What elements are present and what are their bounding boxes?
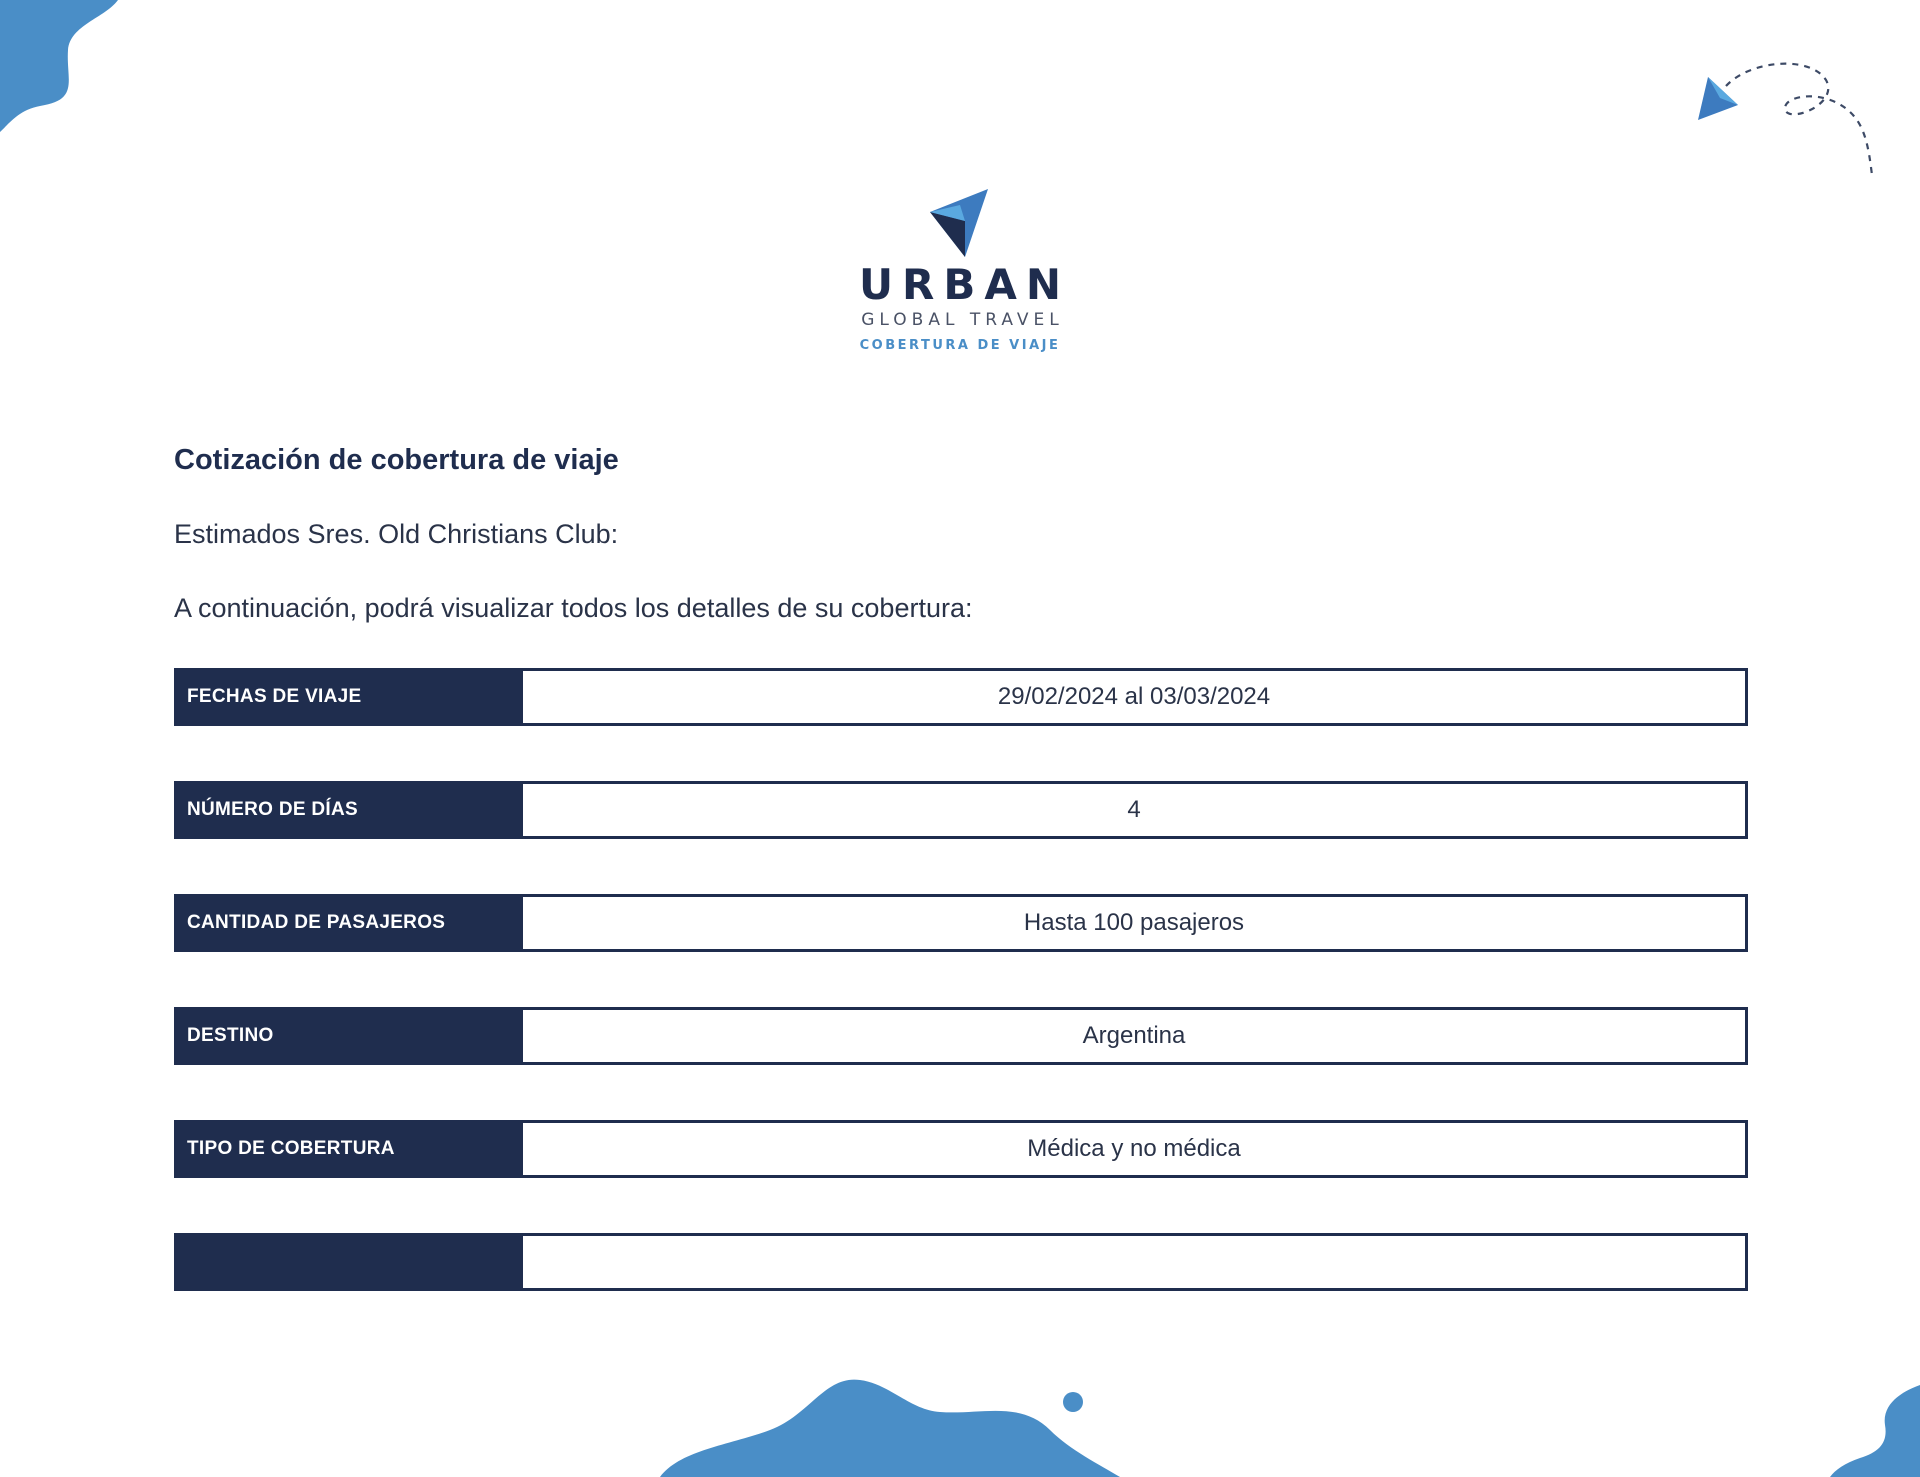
document-intro [174,440,1748,626]
detail-value: 29/02/2024 al 03/03/2024 [523,671,1745,723]
detail-label: TIPO DE COBERTURA [177,1123,523,1175]
intro-text: A continuación, podrá visualizar todos los detalles de su cobertura: [174,593,973,623]
decorative-blob-bottom-right [1830,1380,1920,1477]
detail-row-coverage-type [174,1120,1748,1178]
coverage-details-table [174,668,1748,1346]
greeting-text: Estimados Sres. Old Christians Club: [174,519,619,549]
detail-value: Hasta 100 pasajeros [523,897,1745,949]
decorative-blob-top-left [0,0,130,140]
detail-value: 4 [523,784,1745,836]
brand-logo [0,185,1920,355]
detail-value: Argentina [523,1010,1745,1062]
detail-row-travel-dates [174,668,1748,726]
detail-row-number-of-days [174,781,1748,839]
logo-tagline: COBERTURA DE VIAJE [859,338,1061,353]
detail-row-destination [174,1007,1748,1065]
detail-row-empty [174,1233,1748,1291]
detail-label: NÚMERO DE DÍAS [177,784,523,836]
detail-label: FECHAS DE VIAJE [177,671,523,723]
paper-plane-icon [920,185,1000,257]
decorative-blob-bottom [660,1370,1140,1477]
detail-value: Médica y no médica [523,1123,1745,1175]
detail-value [523,1236,1745,1288]
detail-label [177,1236,523,1288]
detail-label: CANTIDAD DE PASAJEROS [177,897,523,949]
detail-label: DESTINO [177,1010,523,1062]
page-title: Cotización de cobertura de viaje [174,444,619,476]
detail-row-passengers [174,894,1748,952]
logo-subtitle: GLOBAL TRAVEL [861,310,1064,330]
logo-brand-name: URBAN [858,260,1071,309]
paper-plane-icon [1690,50,1890,180]
